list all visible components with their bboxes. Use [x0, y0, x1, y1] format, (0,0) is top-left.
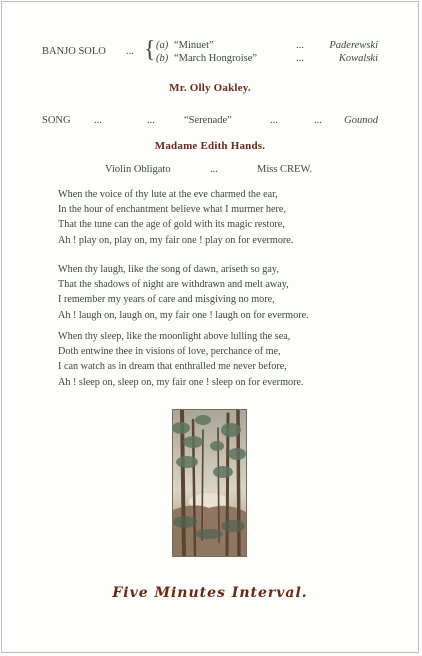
verse-3 [58, 329, 304, 390]
banjo-solo-label: BANJO SOLO [42, 46, 106, 57]
verse-1 [58, 187, 293, 248]
song-label: SONG [42, 115, 71, 126]
banjo-item-b-key: (b) [156, 53, 169, 64]
verse-2 [58, 262, 309, 323]
obligato-name: Miss CREW. [257, 164, 313, 175]
banjo-item-b-title: “March Hongroise” [174, 53, 258, 64]
verse-line: That the tune can the age of gold with its magic restore, [58, 219, 285, 231]
banjo-dots-a: ... [296, 40, 304, 51]
song-dots-3: ... [270, 115, 278, 126]
song-performer: Madame Edith Hands. [154, 140, 266, 152]
banjo-dots-b: ... [296, 53, 304, 64]
obligato-dots: ... [210, 164, 218, 175]
verse-line: In the hour of enchantment believe what I murmer here, [58, 204, 286, 216]
song-dots-1: ... [94, 115, 102, 126]
verse-line: When thy sleep, like the moonlight above lulling the sea, [58, 331, 291, 342]
song-composer: Gounod [344, 115, 378, 126]
banjo-item-a-title: “Minuet” [174, 40, 214, 51]
song-dots-2: ... [147, 115, 155, 126]
obligato-label: Violin Obligato [105, 164, 171, 175]
verse-line: When thy laugh, like the song of dawn, ariseth so gay, [58, 264, 279, 275]
verse-line: Ah ! sleep on, sleep on, my fair one ! sleep on for evermore. [58, 376, 304, 388]
verse-line: That the shadows of night are withdrawn and melt away, [58, 279, 289, 291]
verse-line: I remember my years of care and misgiving no more, [58, 294, 275, 306]
banjo-brace: { [144, 37, 156, 63]
verse-line: Ah ! play on, play on, my fair one ! play on for evermore. [58, 234, 294, 246]
banjo-composer-b: Kowalski [338, 53, 378, 64]
verse-line: I can watch as in dream that enthralled me never before, [58, 361, 287, 373]
banjo-performer: Mr. Olly Oakley. [169, 82, 251, 94]
verse-line: Doth entwine thee in visions of love, perchance of me, [58, 346, 281, 358]
song-dots-4: ... [314, 115, 322, 126]
interval-notice: Five Minutes Interval. [112, 585, 308, 601]
verse-line: When the voice of thy lute at the eve charmed the ear, [58, 189, 278, 200]
song-title: “Serenade” [184, 115, 232, 126]
forest-illustration [172, 409, 247, 557]
banjo-composer-a: Paderewski [329, 40, 378, 51]
banjo-item-a-key: (a) [156, 40, 169, 51]
programme-page [1, 1, 419, 653]
verse-line: Ah ! laugh on, laugh on, my fair one ! laugh on for evermore. [58, 309, 309, 321]
banjo-dots: ... [126, 46, 134, 57]
